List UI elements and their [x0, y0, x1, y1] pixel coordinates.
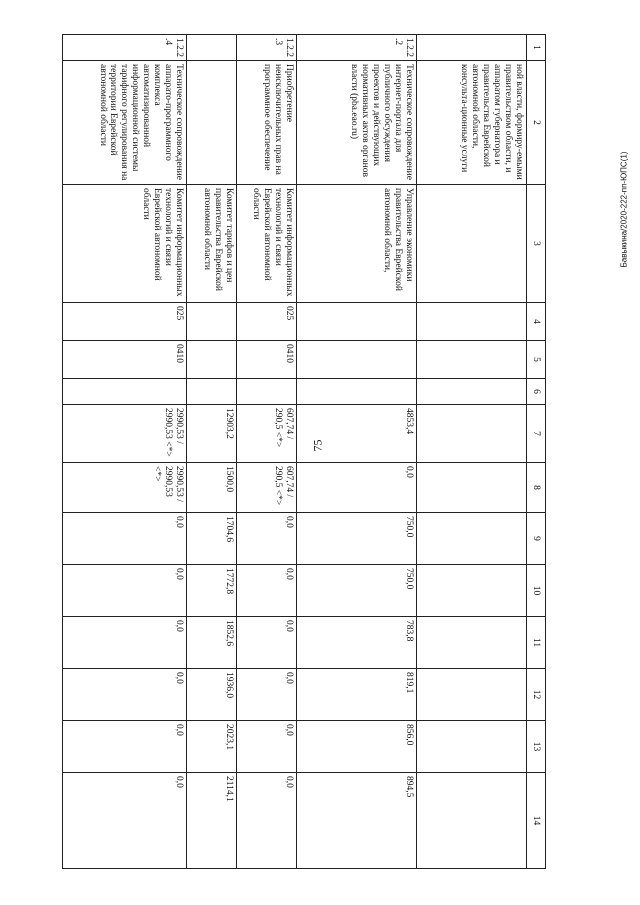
- cell-year-14: 0,0: [63, 773, 187, 869]
- cell-col6: [187, 379, 237, 405]
- cell-year-9: 750,0: [297, 513, 417, 565]
- cell-year-14: 0,0: [237, 773, 297, 869]
- cell-col6: [417, 379, 527, 405]
- cell-activity: Приобретение неисключительных прав на программное обеспечение: [237, 61, 297, 185]
- cell-total: 607,74 / 290,5 <*>: [237, 405, 297, 463]
- cell-year-13: 0,0: [63, 721, 187, 773]
- col-header-1: 1: [527, 35, 546, 61]
- cell-year-12: 0,0: [237, 669, 297, 721]
- cell-year-11: 783,8: [297, 617, 417, 669]
- page-number: 75: [310, 439, 325, 452]
- cell-total: 2990,53 / 2990,53 <*>: [63, 405, 187, 463]
- cell-year-8: [417, 463, 527, 513]
- cell-year-11: [417, 617, 527, 669]
- table-row: [297, 35, 417, 869]
- cell-number: 1.2.2.2: [297, 35, 417, 61]
- cell-rzpr: [297, 341, 417, 379]
- cell-year-8: 607,74 / 290,5 <*>: [237, 463, 297, 513]
- table-wrapper: [66, 34, 546, 868]
- cell-grbs: [297, 303, 417, 341]
- cell-grbs: [417, 303, 527, 341]
- cell-rzpr: 0410: [237, 341, 297, 379]
- cell-year-8: 1500,0: [187, 463, 237, 513]
- cell-year-11: 1852,6: [187, 617, 237, 669]
- cell-year-13: 0,0: [237, 721, 297, 773]
- col-header-9: 9: [527, 513, 546, 565]
- cell-year-12: [417, 669, 527, 721]
- cell-executor: Комитет информационных технологий и связи Еврейской автономной области: [237, 185, 297, 303]
- document-code: Бавыкина/2020-222-пп-ЮПС(1): [619, 151, 629, 268]
- cell-year-14: [417, 773, 527, 869]
- cell-year-9: 1704,6: [187, 513, 237, 565]
- cell-col6: [297, 379, 417, 405]
- cell-number: 1.2.2.4: [63, 35, 187, 61]
- cell-year-9: 0,0: [63, 513, 187, 565]
- cell-total: [417, 405, 527, 463]
- cell-year-12: 1936,0: [187, 669, 237, 721]
- cell-total: 4853,4: [297, 405, 417, 463]
- cell-year-14: 894,5: [297, 773, 417, 869]
- cell-col6: [63, 379, 187, 405]
- cell-number: 1.2.2.3: [237, 35, 297, 61]
- cell-year-10: 0,0: [237, 565, 297, 617]
- cell-number: [417, 35, 527, 61]
- cell-year-13: 2023,1: [187, 721, 237, 773]
- cell-year-10: [417, 565, 527, 617]
- cell-col6: [237, 379, 297, 405]
- cell-grbs: [187, 303, 237, 341]
- cell-year-10: 0,0: [63, 565, 187, 617]
- cell-year-9: 0,0: [237, 513, 297, 565]
- cell-year-8: 2990,53 / 2990,53 <*>: [63, 463, 187, 513]
- cell-grbs: 025: [63, 303, 187, 341]
- cell-year-12: 819,1: [297, 669, 417, 721]
- cell-total: 12903,2: [187, 405, 237, 463]
- col-header-4: 4: [527, 303, 546, 341]
- col-header-3: 3: [527, 185, 546, 303]
- cell-executor: Управление экономики правительства Еврейской автономной области,: [297, 185, 417, 303]
- cell-executor: [417, 185, 527, 303]
- col-header-11: 11: [527, 617, 546, 669]
- table-row: [63, 35, 187, 869]
- col-header-12: 12: [527, 669, 546, 721]
- cell-activity: ной власти, формиру-емыми правительством области, и аппаратом губернатора и правительства Еврейской автономной области, консульта-ционные услуги: [417, 61, 527, 185]
- col-header-10: 10: [527, 565, 546, 617]
- header-row: [527, 35, 546, 869]
- table-row: [417, 35, 527, 869]
- table-row: [237, 35, 297, 869]
- cell-executor: Комитет информационных технологий и связи Еврейской автономной области: [63, 185, 187, 303]
- cell-year-11: 0,0: [63, 617, 187, 669]
- cell-year-13: 856,0: [297, 721, 417, 773]
- col-header-6: 6: [527, 379, 546, 405]
- col-header-8: 8: [527, 463, 546, 513]
- cell-number: [187, 35, 237, 61]
- cell-activity: Техническое сопровождение аппарато-программного комплекса автоматизированной информационной системы тарифного регулирования на территории Еврейской автономной области: [63, 61, 187, 185]
- cell-grbs: 025: [237, 303, 297, 341]
- cell-year-8: 0,0: [297, 463, 417, 513]
- cell-year-14: 2114,1: [187, 773, 237, 869]
- cell-year-10: 1772,8: [187, 565, 237, 617]
- cell-year-10: 750,0: [297, 565, 417, 617]
- table-row: [187, 35, 237, 869]
- col-header-2: 2: [527, 61, 546, 185]
- program-activities-table: [62, 34, 546, 869]
- col-header-7: 7: [527, 405, 546, 463]
- cell-year-11: 0,0: [237, 617, 297, 669]
- cell-rzpr: [187, 341, 237, 379]
- col-header-14: 14: [527, 773, 546, 869]
- cell-year-9: [417, 513, 527, 565]
- cell-year-12: 0,0: [63, 669, 187, 721]
- cell-executor: Комитет тарифов и цен правительства Еврейской автономной области: [187, 185, 237, 303]
- cell-activity: Техническое сопровождение интернет-портала для публичного обсуждения проектов и действующих нормативных актов органов власти (pba.eao.ru): [297, 61, 417, 185]
- col-header-5: 5: [527, 341, 546, 379]
- cell-rzpr: 0410: [63, 341, 187, 379]
- cell-year-13: [417, 721, 527, 773]
- col-header-13: 13: [527, 721, 546, 773]
- cell-rzpr: [417, 341, 527, 379]
- cell-activity: [187, 61, 237, 185]
